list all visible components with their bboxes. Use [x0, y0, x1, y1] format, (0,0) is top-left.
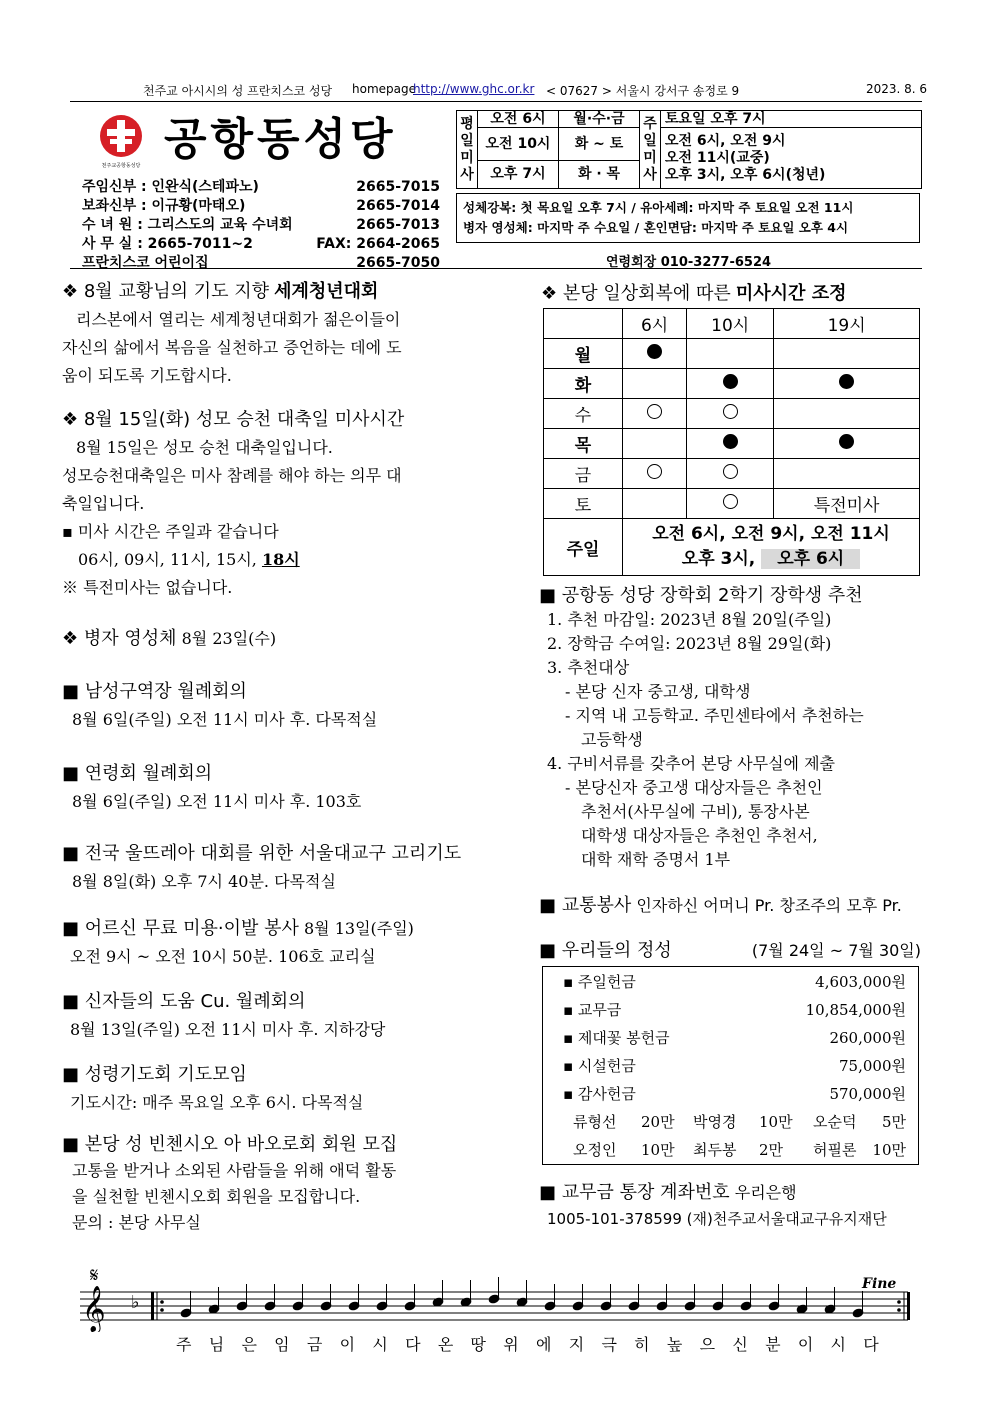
church-logo: [96, 112, 146, 170]
offering-box: ▪ 주일헌금 4,603,000원 ▪ 교무금 10,854,000원 ▪ 제대꽃 봉헌금 260,000원 ▪ 시설헌금 75,000원 ▪ 감사헌금 570,000원 류형선 20만 박영경 10만 오순덕 5만 오정인 10만 최두봉 2만 허필론 10만: [542, 966, 919, 1165]
weekday-schedule-table: 6시 10시 19시 월 화 수 목 금 토 특전미사 주일 오전 6시, 오전 9시, 오전 11시 오후 3시, 오후 6시: [543, 308, 920, 576]
staff-row: 수 녀 원 : 그리스도의 교육 수녀회 2665-7013: [82, 217, 440, 233]
mass-open-icon: [647, 464, 662, 479]
mass-open-icon: [723, 404, 738, 419]
account-section: ■ 교무금 통장 계좌번호 우리은행 1005-101-378599 (재)천주교서울대교구유지재단: [539, 1182, 887, 1228]
credit-union-section: ■ 신자들의 도움 Cu. 월례회의 8월 13일(주일) 오전 11시 미사 후. 지하강당: [62, 991, 386, 1039]
intention-section: ❖ 8월 교황님의 기도 지향 세계청년대회 리스본에서 열리는 세계청년대회가 젊은이들이 자신의 삶에서 복음을 실천하고 증언하는 데에 도 움이 되도록 기도합시다.: [62, 281, 402, 385]
lyric-syllable: 분: [765, 1335, 781, 1354]
lyric-syllable: 위: [503, 1335, 519, 1354]
mass-filled-icon: [723, 374, 738, 389]
address: < 07627 > 서울시 강서구 송정로 9: [546, 84, 740, 98]
svg-text:♭: ♭: [131, 1292, 140, 1313]
logo-caption: 천주교공항동성당: [101, 163, 141, 169]
weekday-mass-label: 평일미사: [457, 111, 478, 189]
staff-list: [82, 178, 440, 273]
schedule-heading: ❖ 본당 일상회복에 따른 미사시간 조정: [541, 283, 847, 304]
lyric-syllable: 땅: [470, 1335, 486, 1354]
staff-row: 주임신부 : 인완식(스테파노) 2665-7015: [82, 179, 440, 195]
homepage-label: homepage: [352, 82, 416, 96]
mass-filled-icon: [723, 434, 738, 449]
lyric-syllable: 님: [208, 1335, 225, 1354]
mass-open-icon: [723, 464, 738, 479]
sunday-mass-label: 주일미사: [640, 111, 661, 189]
svg-text:𝄞: 𝄞: [82, 1286, 106, 1332]
mass-open-icon: [647, 404, 662, 419]
lyric-syllable: 온: [437, 1335, 454, 1354]
homepage-link[interactable]: http://www.ghc.or.kr: [413, 82, 535, 96]
lyric-syllable: 다: [405, 1335, 421, 1354]
lyric-syllable: 에: [536, 1335, 552, 1354]
ultreya-section: ■ 전국 울뜨레아 대회를 위한 서울대교구 고리기도 8월 8일(화) 오후 7시 40분. 다목적실: [62, 843, 462, 891]
sick-communion-section: ❖ 병자 영성체 8월 23일(수): [62, 628, 277, 649]
header-rule: [70, 101, 922, 102]
lyric-syllable: 히: [634, 1335, 650, 1354]
section-rule: [70, 268, 922, 269]
lyric-syllable: 이: [797, 1335, 814, 1354]
lyric-syllable: 임: [274, 1335, 290, 1354]
fine-marking: Fine: [862, 1276, 897, 1292]
staff-row: 프란치스코 어린이집 2665-7050: [82, 255, 440, 271]
lyric-syllable: 시: [830, 1335, 846, 1354]
traffic-section: ■ 교통봉사 인자하신 어머니 Pr. 창조주의 모후 Pr.: [539, 895, 902, 916]
prayer-group-section: ■ 성령기도회 기도모임 기도시간: 매주 목요일 오후 6시. 다목적실: [62, 1064, 364, 1112]
funeral-meeting-section: ■ 연령회 월례회의 8월 6일(주일) 오전 11시 미사 후. 103호: [62, 763, 362, 811]
svg-text:𝄋: 𝄋: [90, 1263, 99, 1287]
lyric-syllable: 신: [732, 1335, 748, 1354]
music-notation-icon: [76, 1262, 916, 1332]
issue-date: 2023. 8. 6: [866, 82, 928, 96]
lyric-syllable: 으: [699, 1335, 716, 1354]
lyric-syllable: 다: [863, 1335, 879, 1354]
district-meeting-section: ■ 남성구역장 월례회의 8월 6일(주일) 오전 11시 미사 후. 다목적실: [62, 681, 378, 729]
staff-row: 사 무 실 : 2665-7011~2 FAX: 2664-2065: [82, 236, 440, 252]
page-title: 공항동성당: [164, 114, 397, 165]
mass-filled-icon: [647, 344, 662, 359]
lyric-syllable: 지: [568, 1335, 585, 1354]
offering-heading: ■ 우리들의 정성 (7월 24일 ~ 7월 30일): [539, 940, 921, 961]
lyrics: [176, 1332, 896, 1356]
lyric-syllable: 주: [176, 1335, 192, 1354]
mass-open-icon: [723, 494, 738, 509]
sacraments-info: 성체강복: 첫 목요일 오후 7시 / 유아세례: 마지막 주 토요일 오전 11시 병자 영성체: 마지막 주 수요일 / 혼인면담: 마지막 주 토요일 오후 4시: [456, 193, 920, 243]
lyric-syllable: 극: [601, 1335, 617, 1354]
mass-filled-icon: [839, 434, 854, 449]
haircut-section: ■ 어르신 무료 미용·이발 봉사 8월 13일(주일) 오전 9시 ~ 오전 10시 50분. 106호 교리실: [62, 918, 414, 966]
lyric-syllable: 은: [241, 1335, 257, 1354]
vincent-section: ■ 본당 성 빈첸시오 아 바오로회 회원 모집 고통을 받거나 소외된 사람들을 위해 애덕 활동 을 실천할 빈첸시오회 회원을 모집합니다. 문의 : 본당 사무실: [62, 1134, 398, 1232]
church-info: 천주교 아시시의 성 프란치스코 성당: [143, 84, 333, 98]
lyric-syllable: 높: [666, 1335, 683, 1354]
mass-times-table: 평일미사 오전 6시 월·수·금 주일미사 토요일 오후 7시 오전 10시 화 ~ 토 오전 6시, 오전 9시 오전 11시(교중) 오후 3시, 오후 6시(청년) 오후 7시 화 · 목: [456, 110, 922, 189]
lyric-syllable: 시: [372, 1335, 388, 1354]
lyric-syllable: 금: [306, 1335, 323, 1354]
assumption-section: ❖ 8월 15일(화) 성모 승천 대축일 미사시간 8월 15일은 성모 승천 대축일입니다. 성모승천대축일은 미사 참례를 해야 하는 의무 대 축일입니다. ▪ 미사 시간은 주일과 같습니다 06시, 09시, 11시, 15시, 18시 ※ 특전미사는 없습니다.: [62, 409, 405, 597]
music-staff: [76, 1262, 916, 1362]
staff-row: 보좌신부 : 이규황(마태오) 2665-7014: [82, 198, 440, 214]
funeral-contact: 연령회장 010-3277-6524: [606, 255, 772, 270]
mass-filled-icon: [839, 374, 854, 389]
scholarship-section: ■ 공항동 성당 장학회 2학기 장학생 추천 1. 추천 마감일: 2023년 8월 20일(주일) 2. 장학금 수여일: 2023년 8월 29일(화) 3. 추천대상 - 본당 신자 중고생, 대학생 - 지역 내 고등학교. 주민센타에서 추천하는 고등학생 4. 구비서류를 갖추어 본당 사무실에 제출 - 본당신자 중고생 대상자들은 추천인 추천서(사무실에 구비), 통장사본 대학생 대상자들은 추천인 추천서, 대학 재학 증명서 1부: [539, 585, 864, 869]
lyric-syllable: 이: [339, 1335, 356, 1354]
